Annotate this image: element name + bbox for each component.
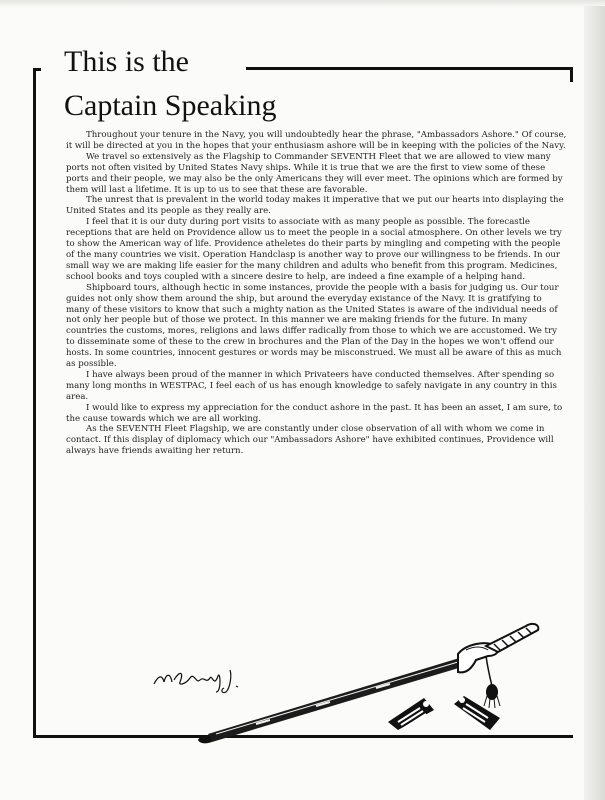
page-top-edge	[0, 0, 605, 8]
title-line-1: This is the	[64, 45, 189, 78]
letter-body	[66, 130, 568, 457]
frame-line	[33, 68, 36, 738]
paragraph: I have always been proud of the manner in which Privateers have conducted themselves. After spending so many long months in WESTPAC, I feel each of us has enough knowledge to safely navigate in any country in this area.	[66, 369, 557, 402]
frame-line	[246, 67, 573, 70]
title-line-2: Captain Speaking	[64, 89, 277, 122]
frame-line	[570, 67, 573, 82]
page-shadow	[584, 6, 605, 800]
paragraph: Throughout your tenure in the Navy, you will undoubtedly hear the phrase, "Ambassadors Ashore." Of course, it will be directed at you in the hopes that your enthusiasm ashore will be in keeping with the policies of the Navy.	[66, 130, 567, 151]
paragraph: As the SEVENTH Fleet Flagship, we are constantly under close observation of all with whom we come in contact. If this display of diplomacy which our "Ambassadors Ashore" have exhibited continues, Providence will always have friends awaiting her return.	[66, 424, 554, 457]
paragraph: Shipboard tours, although hectic in some instances, provide the people with a basis for judging us. Our tour guides not only show them around the ship, but around the everyday existance of the Navy. It is gratifying to many of these visitors to know that such a mighty nation as the United States is aware of the individual needs of not only her people but of those we protect. In this manner we are making friends for the future. In many countries the customs, mores, religions and laws differ radically from those to which we are accustomed. We try to disseminate some of these to the crew in brochures and the Plan of the Day in the hopes we won't offend our hosts. In some countries, innocent gestures or words may be misconstrued. We must all be aware of this as much as possible.	[66, 282, 562, 370]
epaulet-icon	[452, 696, 502, 730]
paragraph: We travel so extensively as the Flagship to Commander SEVENTH Fleet that we are allowed to view many ports not often visited by United States Navy ships. While it is true that we are the first to view some of these ports and their people, we may also be the only Americans they will ever meet. The opinions which are formed by them will last a lifetime. It is up to us to see that these are favorable.	[66, 151, 563, 195]
paragraph: I feel that it is our duty during port visits to associate with as many people as possible. The forecastle receptions that are held on Providence allow us to meet the people in a social atmosphere. On other levels we try to show the American way of life. Providence atheletes do their parts by mingling and competing with the people of the many countries we visit. Operation Handclasp is another way to prove our willingness to be friends. In our small way we are making life easier for the many children and adults who benefit from this program. Medicines, school books and toys coupled with a sincere desire to help, are indeed a fine example of a helping hand.	[66, 217, 562, 282]
epaulet-icon	[386, 696, 436, 730]
paragraph: I would like to express my appreciation for the conduct ashore in the past. It has been an asset, I am sure, to the cause towards which we are all working.	[66, 402, 563, 424]
page-title	[64, 40, 276, 128]
paragraph: The unrest that is prevalent in the world today makes it imperative that we put our hearts into displaying the United States and its people as they really are.	[66, 195, 564, 217]
